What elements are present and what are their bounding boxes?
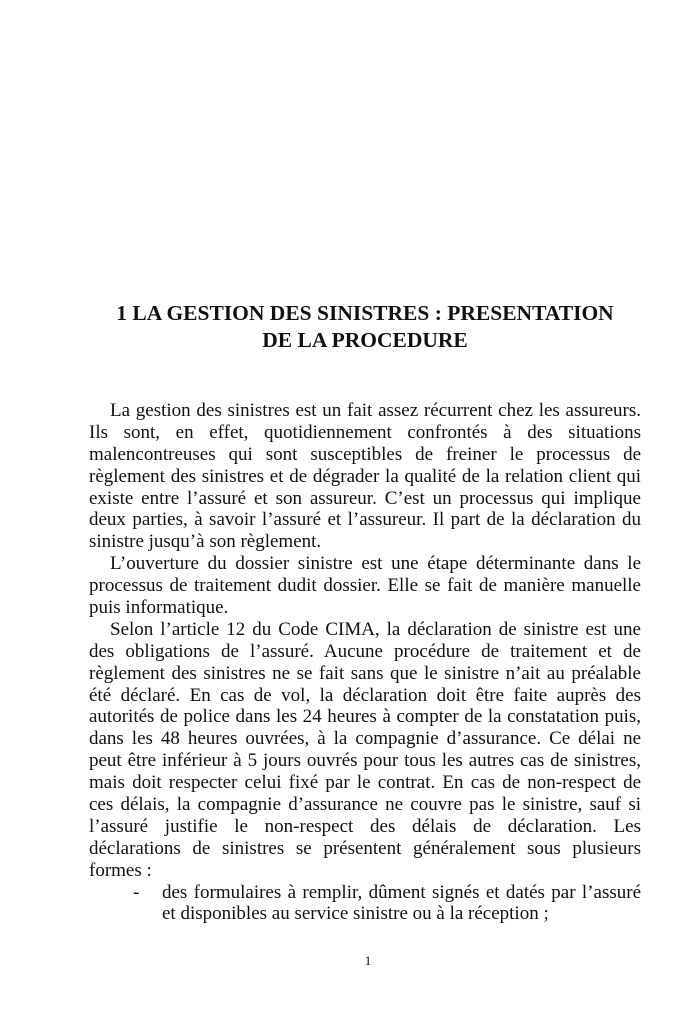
text-line: autorités de police dans les 24 heures à compter de la constatation puis, [89, 706, 641, 728]
text-line: l’assuré justifie le non-respect des délais de déclaration. Les [89, 815, 641, 837]
text-line: L’ouverture du dossier sinistre est une étape déterminante dans le [110, 553, 641, 575]
body-text [89, 400, 641, 925]
text-line: ces délais, la compagnie d’assurance ne couvre pas le sinistre, sauf si [89, 794, 641, 816]
text-line: puis informatique. [89, 597, 229, 619]
text-line: La gestion des sinistres est un fait assez récurrent chez les assureurs. [110, 400, 641, 421]
section-heading [80, 300, 650, 354]
text-line: règlement des sinistres et de dégrader la qualité de la relation client qui [89, 465, 641, 487]
paragraph-1 [89, 400, 641, 553]
text-line: formes : [89, 859, 152, 881]
text-line: règlement des sinistres ne se fait sans que le sinistre n’ait au préalable [89, 662, 641, 684]
text-line: sinistre jusqu’à son règlement. [89, 531, 322, 553]
page-number: 1 [364, 953, 372, 968]
text-line: été déclaré. En cas de vol, la déclaration doit être faite auprès des [89, 684, 641, 706]
heading-line: 1 LA GESTION DES SINISTRES : PRESENTATION [116, 301, 614, 325]
text-line: Selon l’article 12 du Code CIMA, la déclaration de sinistre est une [110, 618, 641, 640]
paragraph-2 [89, 553, 641, 619]
text-line: existe entre l’assuré et son assureur. C’est un processus qui implique [89, 487, 641, 509]
text-line: des obligations de l’assuré. Aucune procédure de traitement et de [89, 640, 641, 662]
text-line: et disponibles au service sinistre ou à la réception ; [162, 903, 549, 925]
text-line: malencontreuses qui sont susceptibles de freiner le processus de [89, 443, 641, 465]
text-line: deux parties, à savoir l’assuré et l’assureur. Il part de la déclaration du [89, 509, 641, 531]
text-line: processus de traitement dudit dossier. Elle se fait de manière manuelle [89, 575, 641, 597]
text-line: peut être inférieur à 5 jours ouvrés pour tous les autres cas de sinistres, [89, 750, 641, 772]
heading-line: DE LA PROCEDURE [262, 328, 468, 352]
text-line: dans les 48 heures ouvrées, à la compagnie d’assurance. Ce délai ne [89, 728, 641, 750]
paragraph-3 [89, 619, 641, 882]
text-line: mais doit respecter celui fixé par le contrat. En cas de non-respect de [89, 772, 641, 794]
text-line: Ils sont, en effet, quotidiennement confrontés à des situations [89, 421, 641, 443]
text-line: déclarations de sinistres se présentent généralement sous plusieurs [89, 837, 641, 859]
text-line: des formulaires à remplir, dûment signés et datés par l’assuré [162, 881, 641, 903]
bullet-dash: - [133, 881, 140, 903]
bullet-item [89, 882, 641, 926]
